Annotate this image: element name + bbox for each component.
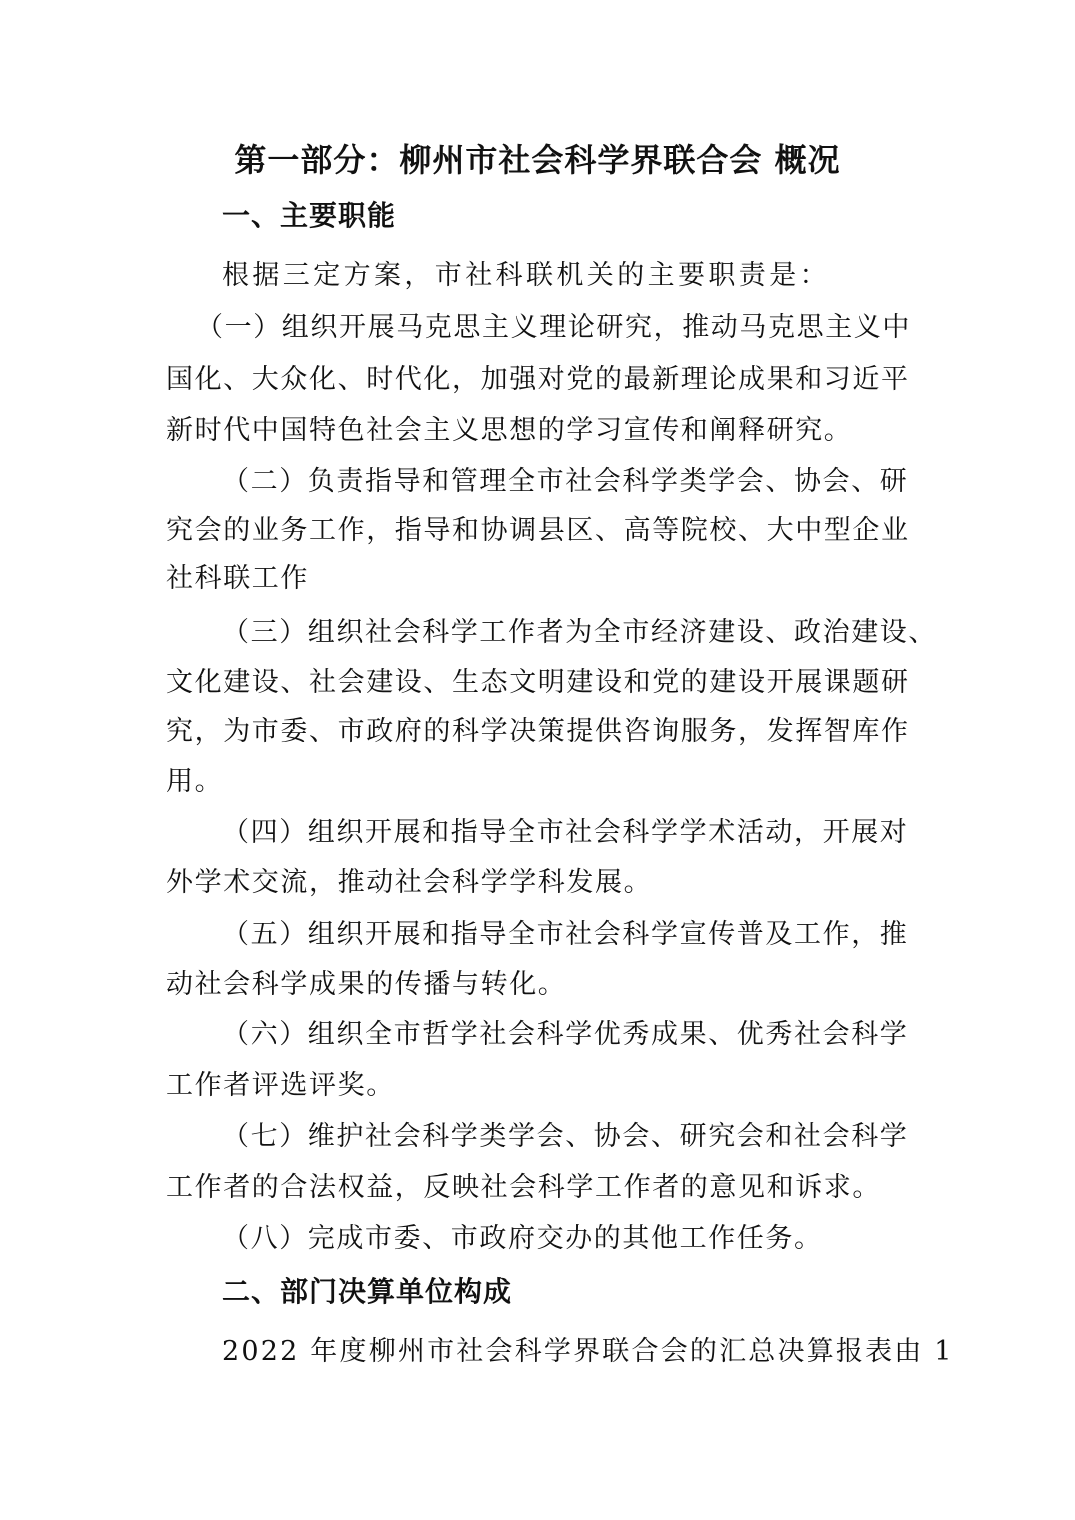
intro-paragraph: 根据三定方案，市社科联机关的主要职责是：: [222, 260, 830, 291]
item-2-line-3: 社科联工作: [166, 563, 309, 594]
unit-composition-paragraph: 2022 年度柳州市社会科学界联合会的汇总决算报表由 1: [222, 1336, 954, 1367]
item-5-line-2: 动社会科学成果的传播与转化。: [166, 969, 567, 1000]
section-heading-unit-composition: 二、部门决算单位构成: [222, 1275, 513, 1308]
item-2-line-2: 究会的业务工作，指导和协调县区、高等院校、大中型企业: [166, 515, 910, 546]
section-heading-main-functions: 一、主要职能: [222, 199, 397, 232]
item-1-line-3: 新时代中国特色社会主义思想的学习宣传和阐释研究。: [166, 415, 853, 446]
item-1-line-2: 国化、大众化、时代化，加强对党的最新理论成果和习近平: [166, 364, 910, 395]
item-7-line-1: （七）维护社会科学类学会、协会、研究会和社会科学: [222, 1121, 909, 1152]
item-3-line-2: 文化建设、社会建设、生态文明建设和党的建设开展课题研: [166, 667, 910, 698]
item-3-line-4: 用。: [166, 766, 224, 797]
item-7-line-2: 工作者的合法权益，反映社会科学工作者的意见和诉求。: [166, 1172, 881, 1203]
item-6-line-1: （六）组织全市哲学社会科学优秀成果、优秀社会科学: [222, 1019, 909, 1050]
item-1-line-1: （一）组织开展马克思主义理论研究，推动马克思主义中: [196, 312, 911, 343]
item-5-line-1: （五）组织开展和指导全市社会科学宣传普及工作，推: [222, 919, 909, 950]
item-2-line-1: （二）负责指导和管理全市社会科学类学会、协会、研: [222, 466, 909, 497]
document-title: 第一部分：柳州市社会科学界联合会 概况: [234, 141, 841, 179]
item-3-line-1: （三）组织社会科学工作者为全市经济建设、政治建设、: [222, 617, 937, 648]
item-4-line-1: （四）组织开展和指导全市社会科学学术活动，开展对: [222, 817, 909, 848]
item-8-line-1: （八）完成市委、市政府交办的其他工作任务。: [222, 1223, 823, 1254]
item-3-line-3: 究，为市委、市政府的科学决策提供咨询服务，发挥智库作: [166, 716, 910, 747]
item-6-line-2: 工作者评选评奖。: [166, 1070, 395, 1101]
item-4-line-2: 外学术交流，推动社会科学学科发展。: [166, 867, 653, 898]
